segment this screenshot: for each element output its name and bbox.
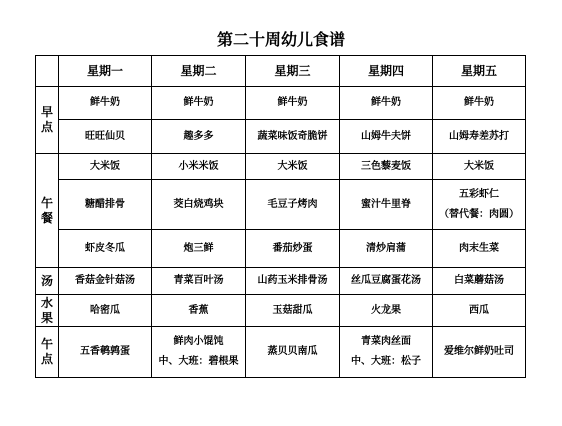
category-char: 早 xyxy=(40,105,53,119)
day-header-fri: 星期五 xyxy=(433,56,526,87)
category-char: 午 xyxy=(40,195,53,210)
menu-cell xyxy=(152,327,246,378)
category-fruit xyxy=(36,295,59,327)
category-char: 水 xyxy=(40,295,53,310)
dish-name: 五彩虾仁 xyxy=(459,188,499,200)
day-header-thu: 星期四 xyxy=(340,56,433,87)
table-row xyxy=(36,180,526,230)
menu-cell xyxy=(340,327,433,378)
menu-cell: 西瓜 xyxy=(433,295,526,327)
category-snack xyxy=(36,327,59,378)
table-row xyxy=(36,154,526,180)
corner-cell xyxy=(36,56,59,87)
class-note: 中、大班：碧根果 xyxy=(158,356,239,367)
menu-cell: 山姆寿差苏打 xyxy=(433,120,526,154)
day-header-tue: 星期二 xyxy=(152,56,246,87)
dish-name: 鲜肉小馄饨 xyxy=(173,336,224,347)
table-row xyxy=(36,120,526,154)
day-header-mon: 星期一 xyxy=(59,56,152,87)
menu-cell: 鲜牛奶 xyxy=(433,87,526,120)
class-note: 中、大班：松子 xyxy=(351,356,421,367)
category-char: 点 xyxy=(40,352,53,366)
page-title: 第二十周幼儿食谱 xyxy=(216,30,345,49)
category-char: 午 xyxy=(40,337,53,351)
category-char: 餐 xyxy=(40,210,53,225)
menu-cell: 虾皮冬瓜 xyxy=(59,230,152,268)
menu-cell: 清炒肩蒲 xyxy=(340,230,433,268)
table-row xyxy=(36,230,526,268)
menu-cell: 鲜牛奶 xyxy=(59,87,152,120)
menu-cell: 大米饭 xyxy=(246,154,340,180)
menu-cell: 大米饭 xyxy=(59,154,152,180)
menu-cell: 三色藜麦饭 xyxy=(340,154,433,180)
day-header-wed: 星期三 xyxy=(246,56,340,87)
menu-cell: 茭白烧鸡块 xyxy=(152,180,246,230)
dish-name: 青菜肉丝面 xyxy=(361,336,411,347)
menu-cell: 哈密瓜 xyxy=(59,295,152,327)
category-char: 果 xyxy=(40,310,53,325)
menu-cell: 五香鹌鹑蛋 xyxy=(59,327,152,378)
menu-cell: 番茄炒蛋 xyxy=(246,230,340,268)
menu-cell: 火龙果 xyxy=(340,295,433,327)
menu-cell: 青菜百叶汤 xyxy=(152,268,246,295)
category-breakfast xyxy=(36,87,59,154)
table-row xyxy=(36,87,526,120)
menu-cell: 肉末生菜 xyxy=(433,230,526,268)
menu-cell: 丝瓜豆腐蛋花汤 xyxy=(340,268,433,295)
menu-cell: 鲜牛奶 xyxy=(340,87,433,120)
menu-cell: 白菜蘑菇汤 xyxy=(433,268,526,295)
menu-cell: 蔬菜味饭奇脆饼 xyxy=(246,120,340,154)
table-row xyxy=(36,295,526,327)
menu-cell xyxy=(433,180,526,230)
category-lunch xyxy=(36,154,59,268)
menu-cell: 小米米饭 xyxy=(152,154,246,180)
menu-cell: 毛豆子烤肉 xyxy=(246,180,340,230)
table-row xyxy=(36,268,526,295)
menu-cell: 炮三鲜 xyxy=(152,230,246,268)
menu-cell: 趣多多 xyxy=(152,120,246,154)
header-row xyxy=(36,56,526,87)
menu-cell: 蜜汁牛里脊 xyxy=(340,180,433,230)
menu-cell: 山药玉米排骨汤 xyxy=(246,268,340,295)
menu-cell: 香蕉 xyxy=(152,295,246,327)
menu-cell: 玉菇甜瓜 xyxy=(246,295,340,327)
menu-cell: 爱维尔鲜奶吐司 xyxy=(433,327,526,378)
category-soup: 汤 xyxy=(36,268,59,295)
menu-cell: 蒸贝贝南瓜 xyxy=(246,327,340,378)
menu-cell: 大米饭 xyxy=(433,154,526,180)
menu-cell: 香菇金针菇汤 xyxy=(59,268,152,295)
substitute-meal-note: （替代餐：肉圆） xyxy=(439,208,519,220)
menu-cell: 旺旺仙贝 xyxy=(59,120,152,154)
menu-cell: 糖醋排骨 xyxy=(59,180,152,230)
menu-table xyxy=(35,55,526,378)
menu-cell: 鲜牛奶 xyxy=(246,87,340,120)
category-char: 点 xyxy=(40,120,53,134)
table-row xyxy=(36,327,526,378)
menu-cell: 山姆牛夫饼 xyxy=(340,120,433,154)
menu-cell: 鲜牛奶 xyxy=(152,87,246,120)
